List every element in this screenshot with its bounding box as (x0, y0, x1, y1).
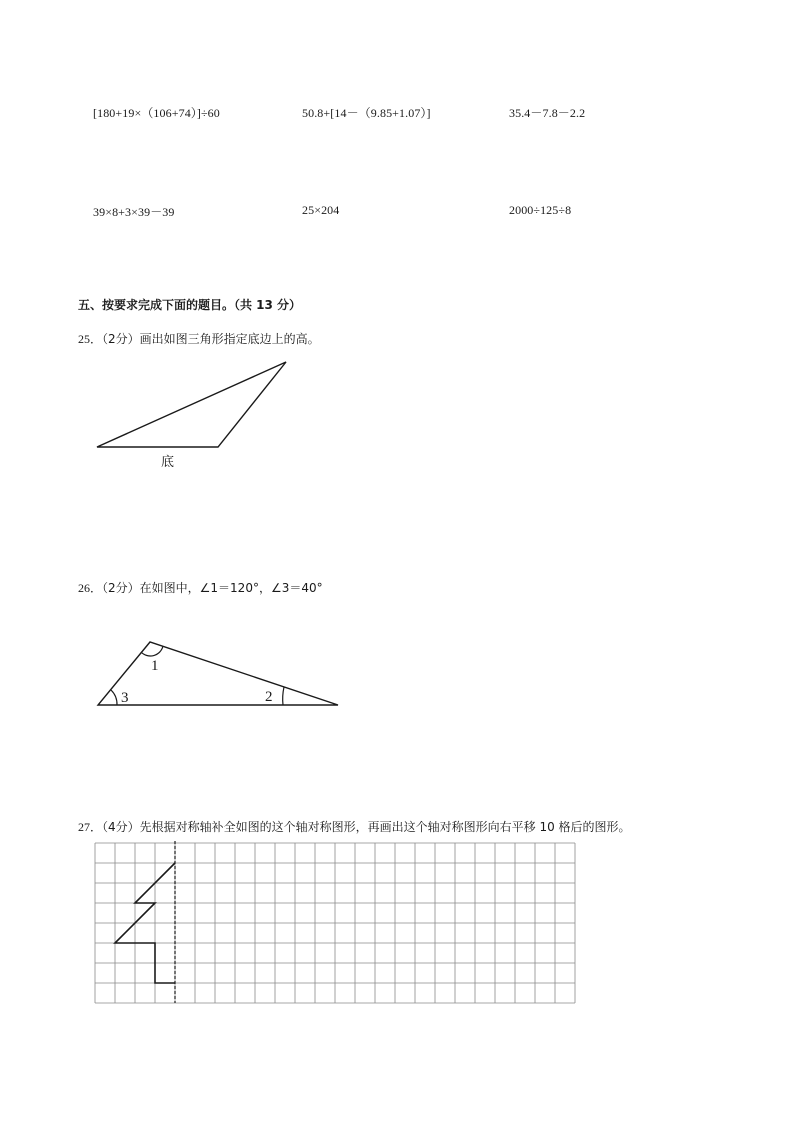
calc-expression-4: 39×8+3×39－39 (93, 205, 175, 219)
q26-triangle (98, 642, 338, 705)
q26-angle-3-label: 3 (121, 690, 129, 706)
question-text: （2分）画出如图三角形指定底边上的高。 (102, 332, 320, 346)
q26-angle-2-label: 2 (265, 689, 273, 705)
calc-expression-2: 50.8+[14－（9.85+1.07）] (302, 106, 431, 120)
q27-grid-figure (95, 841, 575, 1003)
question-number: 27． (78, 820, 103, 834)
question-number: 25． (78, 332, 103, 346)
q25-triangle (97, 362, 286, 447)
calc-expression-3: 35.4－7.8－2.2 (509, 106, 586, 120)
q26-angle-1-label: 1 (151, 658, 159, 674)
question-number: 26． (78, 581, 103, 595)
q27-grid (95, 843, 575, 1003)
q25-triangle-figure (97, 362, 286, 470)
q26-angle-2-arc (283, 687, 284, 705)
q26-angle-3-arc (111, 690, 117, 705)
calc-expression-6: 2000÷125÷8 (509, 203, 572, 217)
section-heading: 五、按要求完成下面的题目。（共 13 分） (78, 298, 302, 312)
q26-angle-1-arc (141, 646, 163, 656)
calc-expression-1: [180+19×（106+74）]÷60 (93, 106, 220, 120)
q26-triangle-figure (98, 642, 338, 706)
question-text: （2分）在如图中，∠1＝120°，∠3＝40° (102, 581, 323, 595)
q25-base-label: 底 (161, 455, 175, 470)
calc-expression-5: 25×204 (302, 203, 340, 217)
question-text: （4分）先根据对称轴补全如图的这个轴对称图形，再画出这个轴对称图形向右平移 10 格后的图形。 (102, 820, 631, 834)
